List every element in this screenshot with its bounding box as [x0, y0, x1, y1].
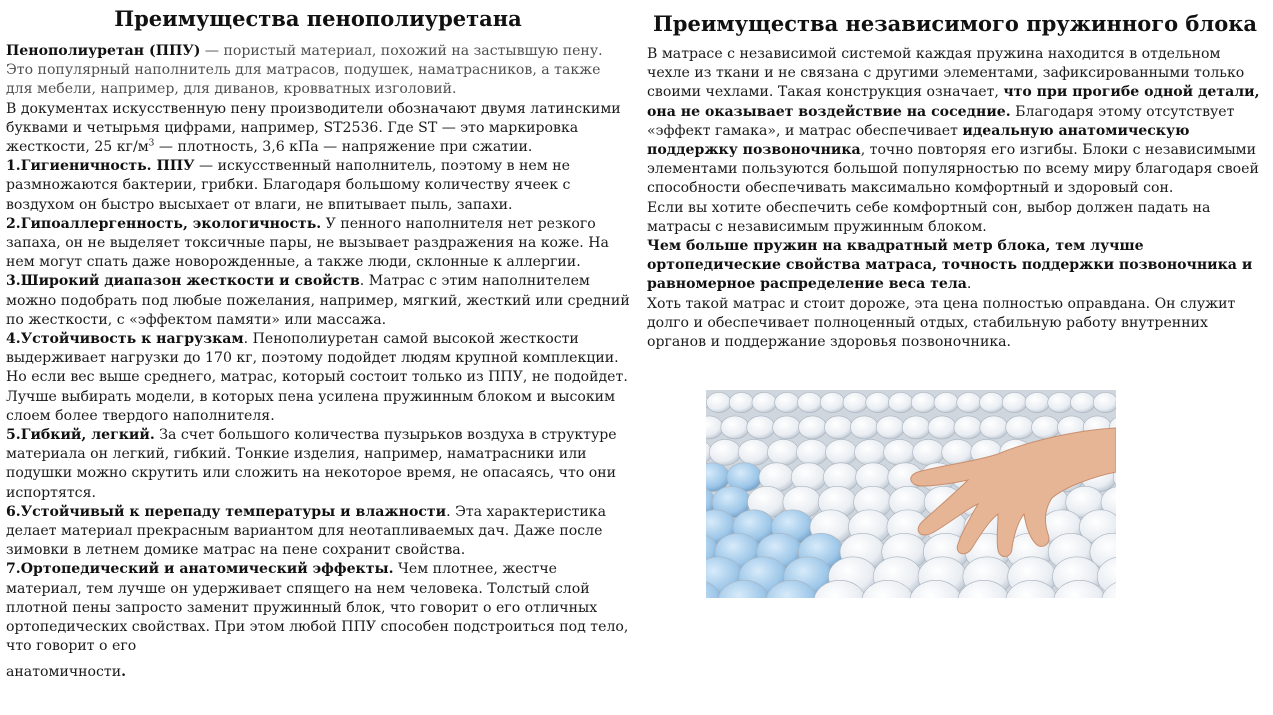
- spring-pocket: [707, 392, 732, 412]
- spring-pocket: [980, 392, 1005, 412]
- spring-pocket: [1093, 392, 1116, 412]
- ppu-marking: В документах искусственную пену производители обозначают двумя латинскими буквами и четырьмя цифрами, например, ST2536. Где ST — это маркировка жесткости, 25 $кг/м^3$ — плотность, 3,6 кПа — напряжение при сжатии.: [6, 100, 621, 156]
- advantage-load-resistance: 4.Устойчивость к нагрузкам. Пенополиуретан самой высокой жесткости выдерживает нагрузки до 170 кг, поэтому подойдет людям крупной комплекции. Но если вес выше среднего, матрас, который состоит только из ППУ, не подойдет. Лучше выбирать модели, в которых пена усилена пружинным блоком и высоким слоем более твердого наполнителя.: [6, 331, 628, 424]
- spring-pocket: [928, 416, 956, 439]
- spring-pocket: [767, 439, 799, 465]
- spring-pocket: [820, 392, 845, 412]
- spring-pocket: [729, 392, 754, 412]
- spring-pocket: [721, 416, 749, 439]
- spring-pocket: [911, 392, 936, 412]
- spring-pocket: [1025, 392, 1050, 412]
- spring-pocket: [1006, 416, 1034, 439]
- spring-pocket: [1071, 392, 1096, 412]
- advantage-temperature: 6.Устойчивый к перепаду температуры и влажности. Эта характеристика делает материал прекрасным вариантом для неотапливаемых дач. Даже после зимовки в летнем домике матрас на пене сохранит свойства.: [6, 503, 606, 559]
- right-title: Преимущества независимого пружинного блока: [652, 11, 1258, 36]
- pocket-spring-mattress-photo-icon: [706, 390, 1116, 598]
- spring-pocket: [902, 416, 930, 439]
- advantage-hygiene: 1.Гигиеничность. ППУ — искусственный наполнитель, поэтому в нем не размножаются бактерии, грибки. Благодаря большому количеству ячеек с воздухом он быстро высыхает от влаги, не впитывает пыль, запахи.: [6, 158, 571, 213]
- ppu-term: Пенополиуретан (ППУ): [6, 43, 201, 59]
- spring-pocket: [796, 439, 828, 465]
- spring-block-price: Хоть такой матрас и стоит дороже, эта цена полностью оправдана. Он служит долго и обеспечивает полноценный отдых, стабильную работу внутренних органов и поддержание здоровья позвоночника.: [647, 295, 1236, 351]
- advantage-hypoallergenic: 2.Гипоаллергенность, экологичность. У пенного наполнителя нет резкого запаха, он не выделяет токсичные пары, не вызывает раздражения на коже. На нем могут спать даже новорожденные, а также люди, склонные к аллергии.: [6, 215, 609, 271]
- advantage-orthopedic-ending: анатомичности.: [6, 663, 127, 680]
- spring-pocket: [709, 439, 741, 465]
- spring-pocket: [866, 392, 891, 412]
- spring-pocket: [913, 439, 945, 465]
- spring-pocket: [747, 416, 775, 439]
- spring-pocket: [850, 416, 878, 439]
- spring-pocket: [934, 392, 959, 412]
- right-column: [647, 0, 1263, 352]
- spring-pocket: [824, 416, 852, 439]
- spring-pocket: [826, 439, 858, 465]
- advantage-firmness-range: 3.Широкий диапазон жесткости и свойств. Матрас с этим наполнителем можно подобрать под любые пожелания, например, мягкий, жесткий или средний по жесткости, с «эффектом памяти» или массажа.: [6, 273, 630, 328]
- spring-pocket: [954, 416, 982, 439]
- advantage-flexible: 5.Гибкий, легкий. За счет большого количества пузырьков воздуха в структуре материала он легкий, гибкий. Тонкие изделия, например, наматрасники или подушки можно скрутить или сложить на некоторое время, не опасаясь, что они испортятся.: [6, 427, 617, 501]
- spring-pocket: [884, 439, 916, 465]
- spring-pocket: [1002, 392, 1027, 412]
- spring-pocket: [876, 416, 904, 439]
- spring-density-note: Чем больше пружин на квадратный метр блока, тем лучше ортопедические свойства матраса, точность поддержки позвоночника и равномерное распределение веса тела.: [647, 238, 1253, 293]
- spring-block-choice: Если вы хотите обеспечить себе комфортный сон, выбор должен падать на матрасы с независимым пружинным блоком.: [647, 199, 1211, 235]
- spring-pocket: [855, 439, 887, 465]
- spring-pocket: [843, 392, 868, 412]
- spring-pocket: [798, 392, 823, 412]
- spring-pocket: [957, 392, 982, 412]
- spring-pocket: [775, 392, 800, 412]
- left-column: [6, 0, 630, 682]
- spring-pocket: [980, 416, 1008, 439]
- ppu-intro: Пенополиуретан (ППУ) — пористый материал, похожий на застывшую пену. Это популярный наполнитель для матрасов, подушек, наматрасников, а также для мебели, например, для диванов, кровватных изголовий.: [6, 43, 603, 98]
- spring-pocket: [889, 392, 914, 412]
- spring-pocket: [773, 416, 801, 439]
- spring-pocket: [1048, 392, 1073, 412]
- spring-pocket: [752, 392, 777, 412]
- left-title: Преимущества пенополиуретана: [114, 6, 522, 31]
- spring-pocket: [1032, 416, 1060, 439]
- spring-pocket: [738, 439, 770, 465]
- pocket-spring-photo: [706, 390, 1116, 598]
- advantage-orthopedic: 7.Ортопедический и анатомический эффекты. Чем плотнее, жестче материал, тем лучше он удерживает спящего на нем человека. Толстый слой плотной пены запросто заменит пружинный блок, что говорит о его отличных ортопедических свойствах. При этом любой ППУ способен подстроиться под тело, что говорит о его: [6, 561, 629, 655]
- spring-block-description: В матрасе с независимой системой каждая пружина находится в отдельном чехле из ткани и не связана с другими элементами, зафиксированными только своими чехлами. Такая конструкция означает, что при прогибе одной детали, она не оказывает воздействие на соседние. Благодаря этому отсутствует «эффект гамака», и матрас обеспечивает идеальную анатомическую поддержку позвоночника, точно повторяя его изгибы. Блоки с независимыми элементами пользуются большой популярностью по всему миру благодаря своей способности обеспечивать максимально комфортный и здоровый сон.: [647, 46, 1260, 197]
- spring-pocket: [799, 416, 827, 439]
